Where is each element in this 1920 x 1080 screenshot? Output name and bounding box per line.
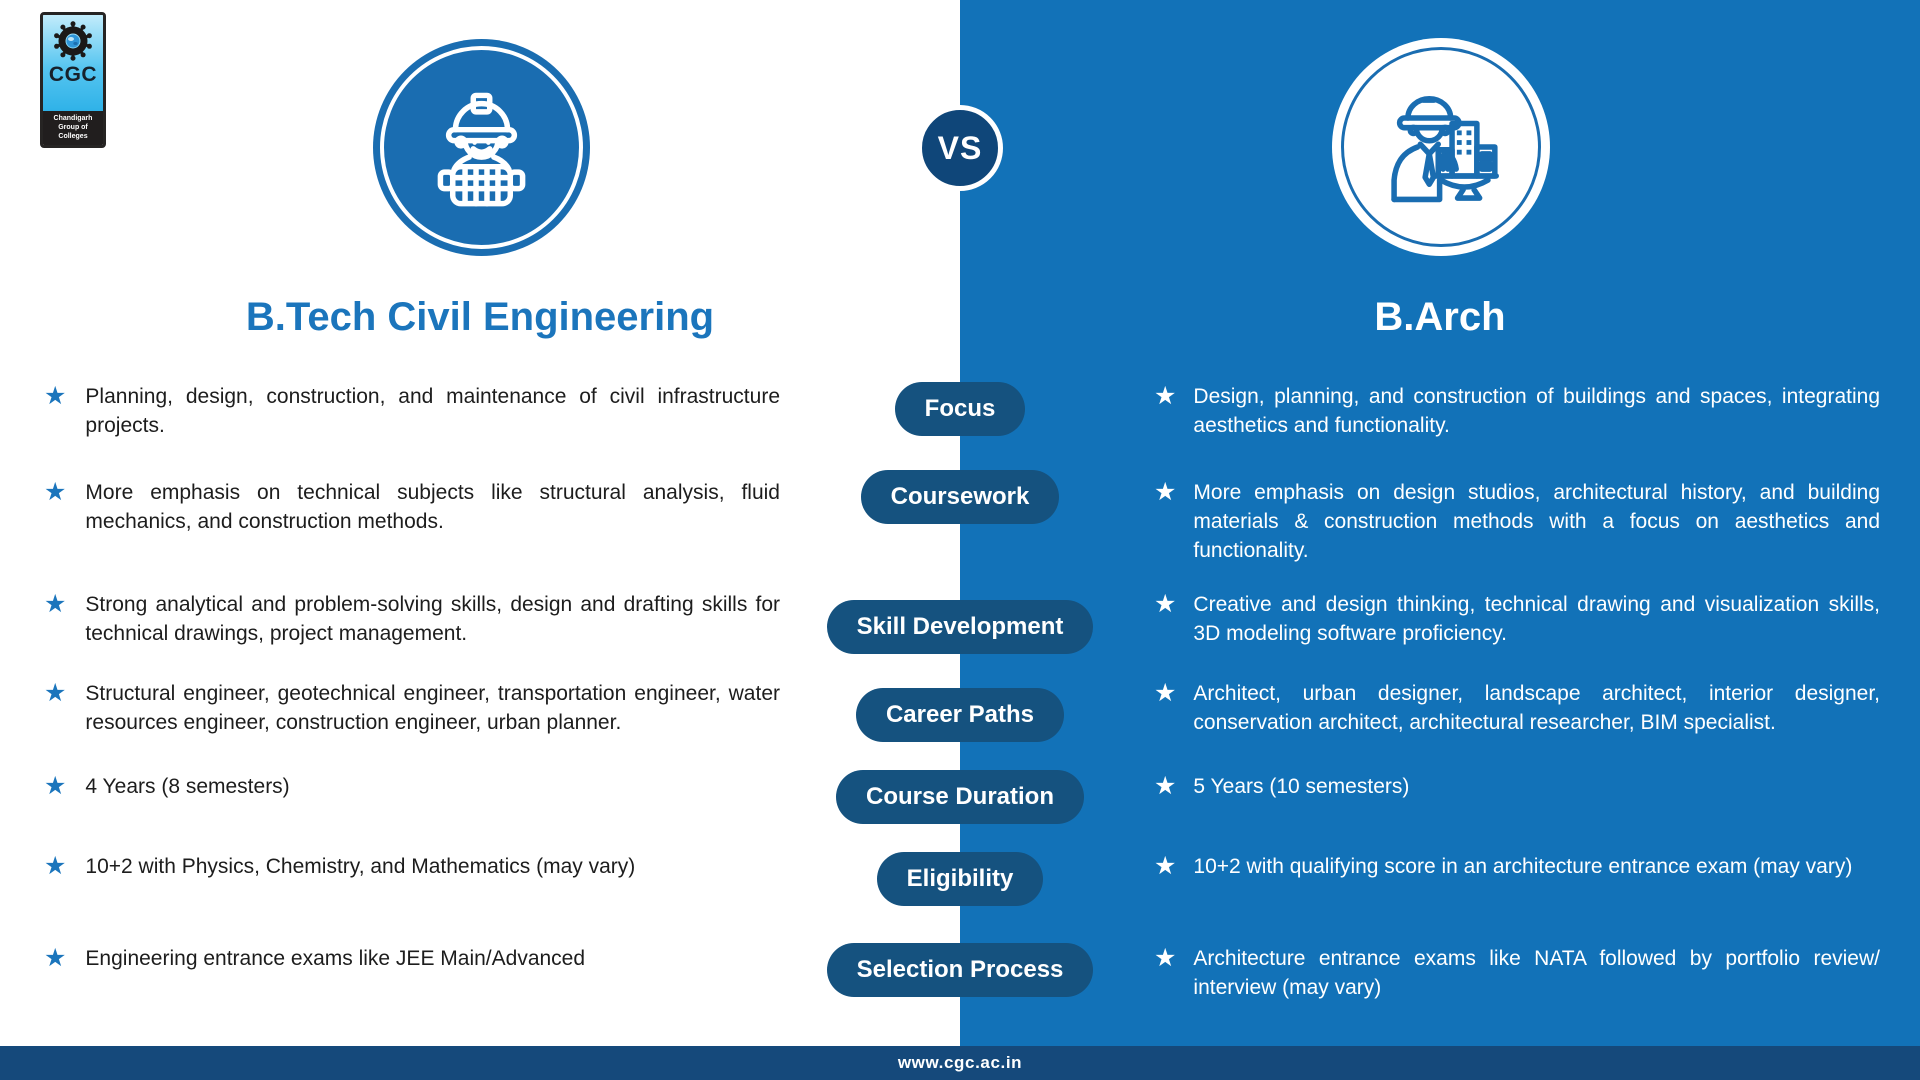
star-icon: ★ xyxy=(44,944,67,972)
cgc-logo-org-line1: Chandigarh xyxy=(53,115,93,122)
right-point xyxy=(1090,580,1920,654)
comparison-row-course-duration xyxy=(0,752,1920,824)
star-icon: ★ xyxy=(1154,772,1177,800)
category-pill-eligibility: Eligibility xyxy=(877,852,1044,906)
left-point xyxy=(0,752,830,824)
cgc-gear-people-icon xyxy=(51,19,95,63)
category-cell xyxy=(830,752,1090,824)
civil-engineer-icon xyxy=(413,79,550,216)
comparison-row-coursework xyxy=(0,465,1920,565)
right-point xyxy=(1090,668,1920,742)
left-point xyxy=(0,465,830,565)
cgc-logo-org-line2: Group of Colleges xyxy=(58,124,88,140)
left-course-title: B.Tech Civil Engineering xyxy=(245,295,715,339)
left-point-text: More emphasis on technical subjects like structural analysis, fluid mechanics, and construction methods. xyxy=(85,481,780,533)
star-icon: ★ xyxy=(44,478,67,506)
star-icon: ★ xyxy=(1154,382,1177,410)
vs-label: VS xyxy=(937,129,983,166)
star-icon: ★ xyxy=(44,772,67,800)
right-point xyxy=(1090,465,1920,565)
category-cell xyxy=(830,370,1090,440)
cgc-logo-acronym: CGC xyxy=(48,63,98,86)
comparison-row-career-paths xyxy=(0,668,1920,742)
star-icon: ★ xyxy=(1154,478,1177,506)
cgc-logo xyxy=(40,12,106,148)
star-icon: ★ xyxy=(1154,852,1177,880)
category-pill-coursework: Coursework xyxy=(861,470,1060,524)
left-point xyxy=(0,930,830,1002)
right-point-text: More emphasis on design studios, architectural history, and building materials & construction methods with a focus on aesthetics and functionality. xyxy=(1193,481,1880,562)
left-point xyxy=(0,580,830,654)
left-point xyxy=(0,668,830,742)
comparison-row-selection-process xyxy=(0,930,1920,1002)
category-cell xyxy=(830,580,1090,654)
comparison-row-skill-development xyxy=(0,580,1920,654)
cgc-logo-org-name xyxy=(43,111,103,145)
star-icon: ★ xyxy=(44,590,67,618)
right-course-title: B.Arch xyxy=(1374,295,1506,339)
comparison-row-focus xyxy=(0,370,1920,440)
right-point xyxy=(1090,752,1920,824)
website-url: www.cgc.ac.in xyxy=(897,1053,1023,1072)
footer-bar xyxy=(0,1046,1920,1080)
star-icon: ★ xyxy=(1154,679,1177,707)
star-icon: ★ xyxy=(44,852,67,880)
right-point xyxy=(1090,370,1920,440)
category-cell xyxy=(830,668,1090,742)
left-point-text: 4 Years (8 semesters) xyxy=(85,775,290,798)
right-point-text: Architect, urban designer, landscape architect, interior designer, conservation architect, architectural researcher, BIM specialist. xyxy=(1193,682,1880,734)
left-point-text: Structural engineer, geotechnical engineer, transportation engineer, water resources engineer, construction engineer, urban planner. xyxy=(85,682,780,734)
right-point xyxy=(1090,834,1920,906)
left-point-text: Engineering entrance exams like JEE Main/Advanced xyxy=(85,947,586,970)
right-point-text: 5 Years (10 semesters) xyxy=(1193,775,1410,798)
left-point-text: 10+2 with Physics, Chemistry, and Mathematics (may vary) xyxy=(85,855,636,878)
category-cell xyxy=(830,930,1090,1002)
right-point-text: Design, planning, and construction of buildings and spaces, integrating aesthetics and functionality. xyxy=(1193,385,1880,437)
vs-badge xyxy=(917,105,1003,191)
right-point-text: Creative and design thinking, technical drawing and visualization skills, 3D modeling software proficiency. xyxy=(1193,593,1880,645)
left-point xyxy=(0,370,830,440)
star-icon: ★ xyxy=(1154,944,1177,972)
category-cell xyxy=(830,465,1090,565)
cgc-logo-emblem-area xyxy=(43,15,103,111)
category-pill-focus: Focus xyxy=(895,382,1026,436)
right-point xyxy=(1090,930,1920,1002)
left-point-text: Strong analytical and problem-solving skills, design and drafting skills for technical drawings, project management. xyxy=(85,593,780,645)
left-point-text: Planning, design, construction, and maintenance of civil infrastructure projects. xyxy=(85,385,780,437)
star-icon: ★ xyxy=(44,679,67,707)
star-icon: ★ xyxy=(44,382,67,410)
category-pill-skill-development: Skill Development xyxy=(827,600,1094,654)
civil-engineering-badge xyxy=(373,39,590,256)
architect-icon xyxy=(1372,78,1510,216)
architecture-badge xyxy=(1332,38,1550,256)
right-point-text: Architecture entrance exams like NATA followed by portfolio review/ interview (may vary) xyxy=(1193,947,1880,999)
category-pill-selection-process: Selection Process xyxy=(827,943,1094,997)
left-point xyxy=(0,834,830,906)
right-point-text: 10+2 with qualifying score in an architecture entrance exam (may vary) xyxy=(1193,855,1853,878)
star-icon: ★ xyxy=(1154,590,1177,618)
category-pill-course-duration: Course Duration xyxy=(836,770,1084,824)
category-cell xyxy=(830,834,1090,906)
comparison-row-eligibility xyxy=(0,834,1920,906)
category-pill-career-paths: Career Paths xyxy=(856,688,1064,742)
